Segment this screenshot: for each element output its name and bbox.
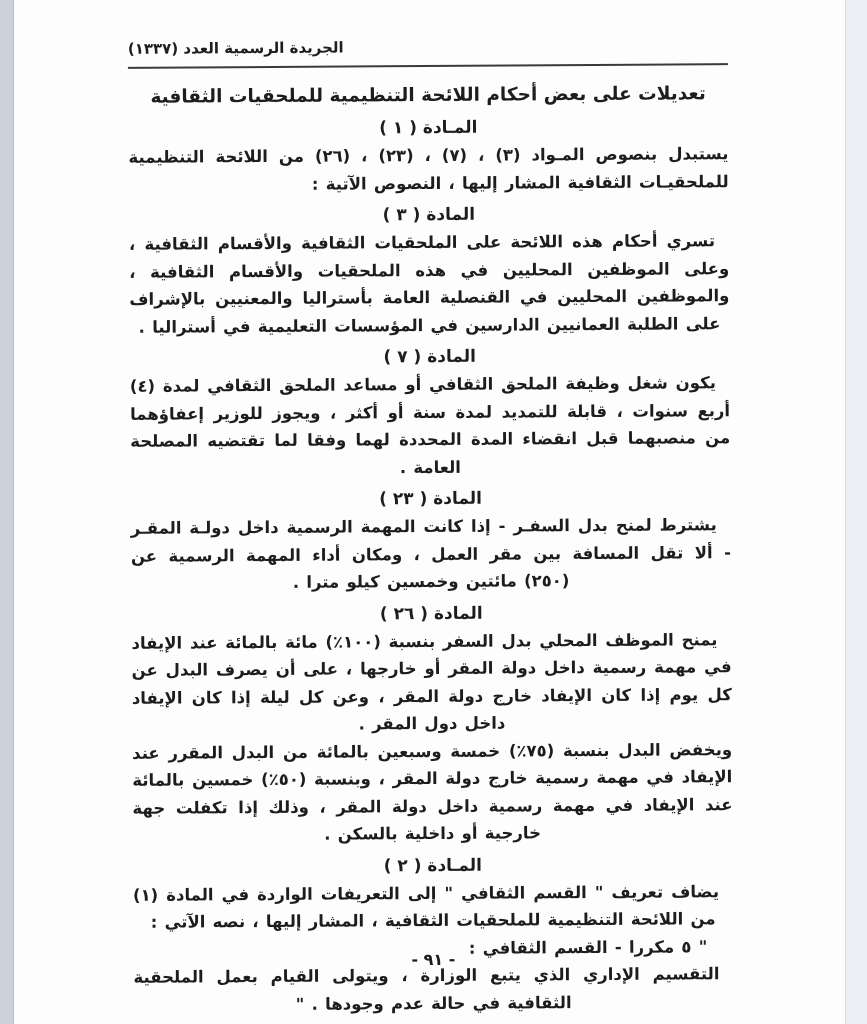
scan-left-margin	[0, 0, 14, 1024]
article-3-paragraph: تسري أحكام هذه اللائحة على الملحقيات الثقافية والأقسام الثقافية ، وعلى الموظفين المحليين في هذه الملحقيات والأقسام الثقافية ، والموظفين المحليين في القنصلية العامة بأستراليا والمعنيين بالإشراف على الطلبة العمانيين الدارسين في المؤسسات التعليمية في أستراليا .	[128, 231, 730, 337]
article-1-paragraph: يستبدل بنصوص المـواد (٣) ، (٧) ، (٢٣) ، (٢٦) من اللائحة التنظيمية للملحقيـات الثقافية المشار إليها ، النصوص الآتية :	[128, 144, 729, 194]
page-number: - ٩١ -	[411, 949, 456, 970]
article-26-paragraph-2: ويخفض البدل بنسبة (٧٥٪) خمسة وسبعين بالمائة من البدل المقرر عند الإيفاد في مهمة رسمية خارج دولة المقر ، وبنسبة (٥٠٪) خمسين بالمائة عند الإيفاد في مهمة رسمية داخل دولة المقر ، وذلك إذا تكفلت جهة خارجية أو داخلية بالسكن .	[132, 739, 733, 844]
gazette-page	[14, 0, 845, 1024]
article-3-heading: المادة ( ٣ )	[382, 204, 476, 226]
article-26-heading: المادة ( ٢٦ )	[379, 603, 483, 624]
page-content	[128, 0, 734, 1012]
article-2-paragraph-1: يضاف تعريف " القسم الثقافي " إلى التعريفات الواردة في المادة (١) من اللائحة التنظيمية للملحقيات الثقافية ، المشار إليها ، نصه الآتي :	[132, 881, 720, 932]
article-7-heading: المادة ( ٧ )	[383, 346, 476, 368]
article-1-heading: المـادة ( ١ )	[379, 117, 478, 139]
document-title: تعديلات على بعض أحكام اللائحة التنظيمية للملحقيات الثقافية	[150, 83, 706, 108]
article-26-paragraph-1: يمنح الموظف المحلي بدل السفر بنسبة (١٠٠٪) مائة بالمائة عند الإيفاد في مهمة رسمية داخل دولة المقر أو خارجها ، على أن يصرف البدل عن كل يوم إذا كان الإيفاد خارج دولة المقر ، وعن كل ليلة إذا كان الإيفاد داخل دول المقر .	[131, 629, 732, 734]
header-rule	[128, 63, 728, 69]
gazette-issue-header: الجريدة الرسمية العدد (١٣٣٧)	[127, 38, 344, 58]
article-2-heading: المـادة ( ٢ )	[383, 855, 483, 876]
article-7-paragraph: يكون شغل وظيفة الملحق الثقافي أو مساعد الملحق الثقافي لمدة (٤) أربع سنوات ، قابلة للتمديد لمدة سنة أو أكثر ، ويجوز للوزير إعفاؤهما من منصبهما قبل انقضاء المدة المحددة لهما وفقا لما تقتضيه المصلحة العامة .	[129, 373, 731, 477]
article-23-paragraph: يشترط لمنح بدل السفـر - إذا كانت المهمة الرسمية داخل دولـة المقـر - ألا تقل المسافة بين مقر العمل ، ومكان أداء المهمة الرسمية عن (٢٥٠) مائتين وخمسين كيلو مترا .	[130, 515, 731, 592]
article-2-definition-title: " ٥ مكررا - القسم الثقافي :	[468, 936, 708, 958]
scan-right-margin	[845, 0, 867, 1024]
article-2-definition-body: التقسيم الإداري الذي يتبع الوزارة ، ويتولى القيام بعمل الملحقية الثقافية في حالة عدم وجودها . "	[133, 964, 720, 1014]
article-23-heading: المادة ( ٢٣ )	[379, 488, 483, 510]
